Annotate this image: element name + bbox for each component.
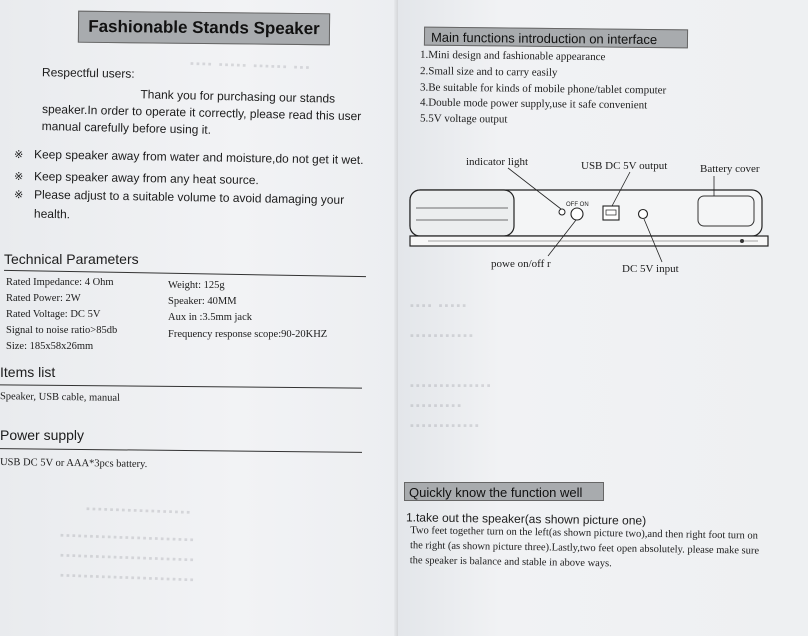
speaker-left-panel	[410, 190, 514, 236]
indicator-light-label: indicator light	[466, 156, 529, 168]
usb-output-label: USB DC 5V output	[581, 160, 668, 172]
spec-item: Speaker: 40MM	[168, 296, 237, 307]
greeting: Respectful users:	[41, 65, 135, 81]
switch-label: OFF ON	[566, 202, 589, 208]
power-text: USB DC 5V or AAA*3pcs battery.	[0, 456, 148, 471]
intro-text: Thank you for purchasing our stands speaker.In order to operate it correctly, please read this user manual carefully before using it.	[41, 87, 362, 137]
divider	[0, 448, 362, 453]
dc-input-label: DC 5V input	[622, 263, 679, 275]
technical-heading: Technical Parameters	[4, 251, 139, 267]
right-page	[398, 0, 808, 636]
bleed-through-text: ▪▪▪▪▪▪▪▪▪▪▪▪▪▪▪▪▪▪▪▪▪▪▪	[59, 549, 196, 567]
bleed-through-text: ▪▪▪▪▪▪▪▪▪▪▪▪▪▪▪▪▪▪▪▪▪▪▪	[59, 529, 196, 547]
function-item: 1.Mini design and fashionable appearance	[419, 48, 606, 64]
bleed-through-text: ▪▪▪▪▪▪▪▪▪▪▪▪▪▪▪▪▪▪▪▪▪▪▪	[59, 569, 196, 587]
bleed-through-text: ▪▪▪▪▪▪▪▪▪▪▪▪▪▪	[410, 380, 493, 392]
bleed-through-text: ▪▪▪▪ ▪▪▪▪▪	[410, 300, 469, 312]
warning-item: ※ Keep speaker away from any heat source.	[13, 169, 259, 188]
quick-heading: Quickly know the function well	[404, 482, 604, 501]
indicator-light	[559, 209, 565, 215]
warning-item: ※ Keep speaker away from water and moisture,do not get it wet.	[13, 147, 364, 168]
divider	[0, 384, 362, 388]
spec-item: Aux in :3.5mm jack	[168, 312, 252, 323]
dc-input-port	[639, 210, 648, 219]
power-heading: Power supply	[0, 427, 85, 443]
function-item: 4.Double mode power supply,use it safe convenient	[419, 96, 648, 112]
step-title: 1.take out the speaker(as shown picture one)	[405, 510, 647, 528]
left-page	[0, 0, 398, 636]
bleed-through-text: ▪▪▪▪▪▪▪▪▪▪▪▪▪▪▪▪▪▪	[85, 503, 193, 519]
spec-item: Signal to noise ratio>85db	[6, 325, 118, 336]
bleed-through-text: ▪▪▪▪▪▪▪▪▪	[410, 400, 464, 412]
power-switch-label: powe on/off r	[491, 258, 551, 270]
warning-item: ※ Please adjust to a suitable volume to avoid damaging your	[13, 187, 345, 207]
function-item: 3.Be suitable for kinds of mobile phone/tablet computer	[419, 81, 667, 97]
spec-item: Frequency response scope:90-20KHZ	[168, 329, 328, 340]
bleed-through-text: ▪▪▪▪▪▪▪▪▪▪▪▪	[410, 420, 481, 432]
warning-item-continued: health.	[33, 206, 71, 222]
bleed-through-text: ▪▪▪▪ ▪▪▪▪▪ ▪▪▪▪▪▪ ▪▪▪	[189, 57, 312, 75]
function-item: 5.5V voltage output	[419, 112, 508, 126]
spec-item: Size: 185x58x26mm	[6, 341, 94, 352]
power-switch	[571, 208, 583, 220]
bleed-through-text: ▪▪▪▪▪▪▪▪▪▪▪	[410, 330, 475, 342]
battery-cover-label: Battery cover	[700, 163, 760, 175]
spec-item: Rated Power: 2W	[6, 293, 81, 304]
page-title: Fashionable Stands Speaker	[78, 11, 330, 46]
spec-item: Rated Voltage: DC 5V	[6, 309, 101, 320]
spec-item: Weight: 125g	[168, 280, 225, 291]
function-item: 2.Small size and to carry easily	[419, 65, 558, 79]
items-text: Speaker, USB cable, manual	[0, 391, 121, 404]
items-heading: Items list	[0, 364, 56, 380]
step-body: Two feet together turn on the left(as shown picture two),and then right foot turn on the right (as shown picture three).Lastly,two feet open absolutely. please make sure the speaker is balance and stable in above ways.	[409, 525, 760, 570]
spec-item: Rated Impedance: 4 Ohm	[6, 277, 114, 288]
functions-heading: Main functions introduction on interface	[424, 27, 688, 49]
